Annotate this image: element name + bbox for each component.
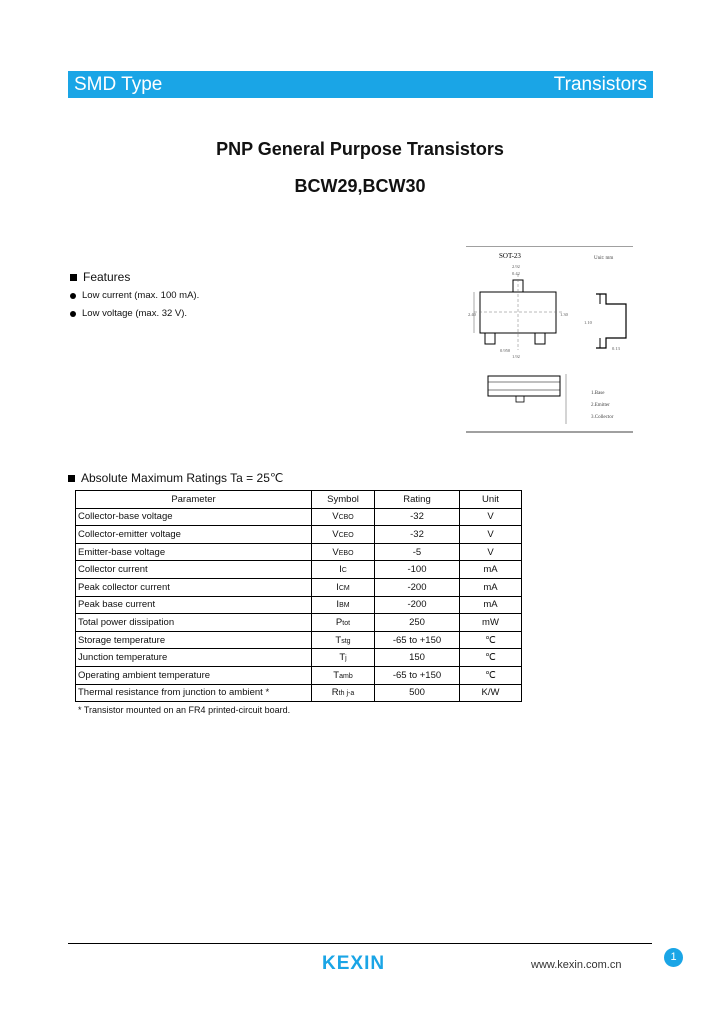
unit-cell: mW: [460, 614, 522, 632]
symbol-cell: [312, 666, 375, 684]
symbol-cell: [312, 526, 375, 544]
symbol-subscript: amb: [339, 672, 353, 680]
rating-cell: -5: [375, 543, 460, 561]
symbol-subscript: CEO: [338, 531, 354, 539]
package-outline-diagram: [466, 246, 633, 433]
part-number-title: BCW29,BCW30: [294, 176, 426, 196]
unit-cell: K/W: [460, 684, 522, 702]
unit-cell: V: [460, 543, 522, 561]
symbol-subscript: CBO: [338, 514, 354, 522]
ratings-table: [75, 490, 522, 702]
symbol-cell: [312, 631, 375, 649]
symbol-letter: T: [335, 634, 342, 646]
dim-label: 1.10: [584, 320, 592, 325]
feature-text: Low current (max. 100 mA).: [82, 290, 200, 301]
table-row: [76, 631, 522, 649]
rating-cell: -65 to +150: [375, 666, 460, 684]
page-number-badge: 1: [664, 948, 683, 967]
pin-label: 1.Base: [591, 391, 605, 396]
rating-cell: 150: [375, 649, 460, 667]
page-title: PNP General Purpose Transistors: [216, 139, 504, 159]
rating-cell: -200: [375, 578, 460, 596]
square-bullet-icon: [70, 274, 77, 281]
website-link[interactable]: www.kexin.com.cn: [531, 959, 622, 971]
table-row: [76, 614, 522, 632]
unit-cell: mA: [460, 561, 522, 579]
symbol-cell: [312, 543, 375, 561]
dim-label: 1.92: [512, 354, 520, 359]
symbol-letter: T: [333, 669, 340, 681]
rating-cell: -65 to +150: [375, 631, 460, 649]
ratings-heading-label: Absolute Maximum Ratings Ta = 25℃: [81, 471, 284, 485]
dim-label: 2.92: [512, 264, 520, 269]
parameter-cell: Peak collector current: [76, 578, 312, 596]
table-row: [76, 649, 522, 667]
symbol-cell: [312, 684, 375, 702]
symbol-subscript: tot: [342, 619, 351, 627]
table-row: [76, 561, 522, 579]
parameter-cell: Total power dissipation: [76, 614, 312, 632]
table-row: [76, 684, 522, 702]
round-bullet-icon: [70, 293, 76, 299]
dim-label: 1.30: [560, 312, 568, 317]
symbol-subscript: stg: [341, 637, 351, 645]
table-footnote: * Transistor mounted on an FR4 printed-circuit board.: [78, 705, 291, 715]
parameter-cell: Thermal resistance from junction to ambient *: [76, 684, 312, 702]
symbol-subscript: BM: [339, 602, 350, 610]
round-bullet-icon: [70, 311, 76, 317]
rating-cell: -32: [375, 526, 460, 544]
features-heading-label: Features: [83, 270, 131, 284]
symbol-letter: I: [336, 599, 340, 611]
column-header: Parameter: [76, 491, 312, 509]
rating-cell: 500: [375, 684, 460, 702]
header-right-label: Transistors: [553, 73, 647, 95]
parameter-cell: Operating ambient temperature: [76, 666, 312, 684]
ratings-heading: [68, 471, 283, 485]
symbol-cell: [312, 508, 375, 526]
dim-label: 0.13: [612, 346, 620, 351]
parameter-cell: Collector-emitter voltage: [76, 526, 312, 544]
table-row: [76, 526, 522, 544]
square-bullet-icon: [68, 475, 75, 482]
unit-cell: ℃: [460, 666, 522, 684]
symbol-subscript: C: [341, 567, 347, 575]
table-row: [76, 596, 522, 614]
symbol-cell: [312, 596, 375, 614]
symbol-letter: V: [332, 511, 339, 523]
symbol-subscript: CM: [338, 584, 350, 592]
rating-cell: -32: [375, 508, 460, 526]
symbol-subscript: th j-a: [338, 690, 355, 698]
rating-cell: -200: [375, 596, 460, 614]
features-heading: [70, 270, 130, 284]
symbol-letter: P: [335, 616, 343, 628]
unit-cell: ℃: [460, 631, 522, 649]
parameter-cell: Junction temperature: [76, 649, 312, 667]
symbol-cell: [312, 578, 375, 596]
header-bar: [68, 71, 653, 98]
unit-cell: V: [460, 508, 522, 526]
dim-label: 2.40: [468, 312, 476, 317]
symbol-letter: V: [332, 528, 339, 540]
parameter-cell: Collector-base voltage: [76, 508, 312, 526]
column-header: Symbol: [312, 491, 375, 509]
header-left-label: SMD Type: [74, 73, 163, 95]
table-header-row: [76, 491, 522, 509]
package-unit: Unit: mm: [594, 256, 614, 261]
table-row: [76, 578, 522, 596]
parameter-cell: Storage temperature: [76, 631, 312, 649]
symbol-cell: [312, 614, 375, 632]
feature-text: Low voltage (max. 32 V).: [82, 308, 188, 319]
unit-cell: mA: [460, 596, 522, 614]
symbol-subscript: j: [345, 655, 347, 663]
unit-cell: V: [460, 526, 522, 544]
symbol-letter: I: [336, 581, 339, 593]
unit-cell: mA: [460, 578, 522, 596]
table-row: [76, 543, 522, 561]
dim-label: 0.42: [512, 271, 520, 276]
table-row: [76, 666, 522, 684]
footer-divider: [68, 943, 652, 944]
unit-cell: ℃: [460, 649, 522, 667]
rating-cell: -100: [375, 561, 460, 579]
feature-item: [70, 308, 187, 319]
symbol-letter: R: [331, 687, 339, 699]
column-header: Unit: [460, 491, 522, 509]
symbol-cell: [312, 561, 375, 579]
pin-label: 3.Collector: [591, 415, 614, 420]
symbol-letter: I: [339, 564, 342, 576]
feature-item: [70, 290, 199, 301]
table-row: [76, 508, 522, 526]
rating-cell: 250: [375, 614, 460, 632]
dim-label: 0.950: [500, 348, 511, 353]
column-header: Rating: [375, 491, 460, 509]
symbol-subscript: EBO: [338, 549, 354, 557]
company-logo: KEXIN: [322, 953, 386, 974]
symbol-letter: T: [339, 652, 346, 664]
parameter-cell: Emitter-base voltage: [76, 543, 312, 561]
symbol-cell: [312, 649, 375, 667]
pin-label: 2.Emitter: [591, 403, 610, 408]
package-name: SOT-23: [499, 252, 521, 260]
symbol-letter: V: [332, 546, 339, 558]
parameter-cell: Collector current: [76, 561, 312, 579]
parameter-cell: Peak base current: [76, 596, 312, 614]
